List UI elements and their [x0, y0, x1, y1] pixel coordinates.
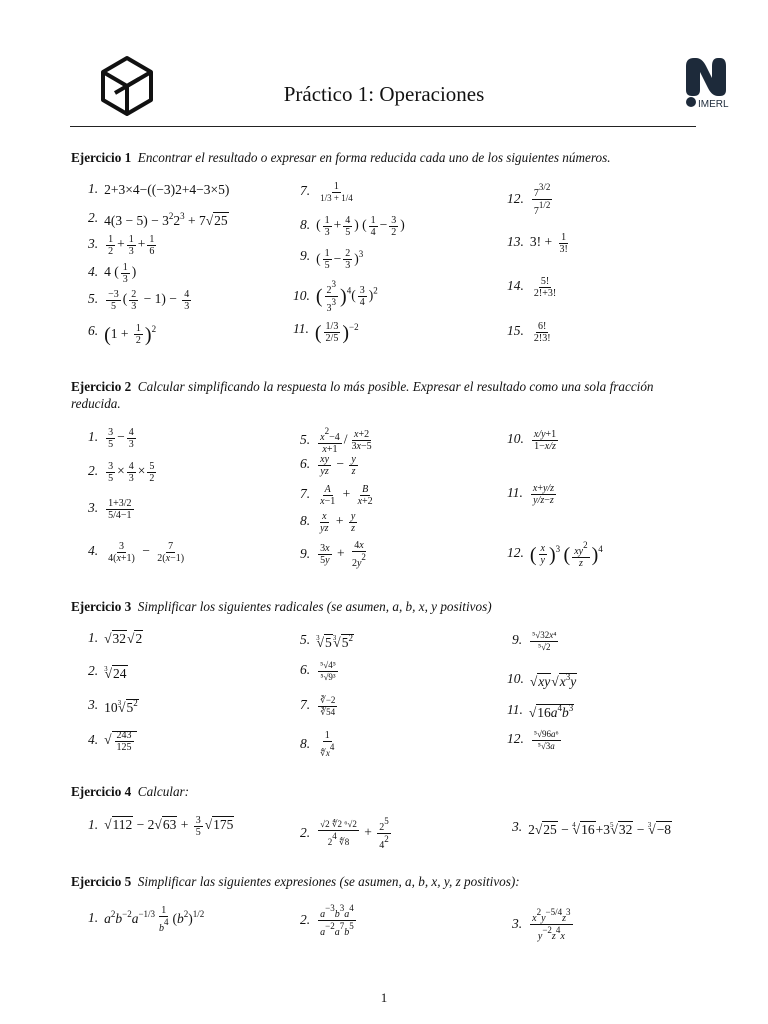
ex4-item-1: 1.√ 112 − 2√ 63 + $\frac{3}{5}$ √ 175 — [88, 814, 234, 836]
exercise-4-instruction: Calcular: — [137, 784, 190, 799]
exercise-5-instruction: Simplificar las siguientes expresiones (se asumen, a, b, x, y, z positivos): — [137, 874, 520, 889]
ex3-item-4: 4.√ $\frac{243}{125}$ — [88, 729, 137, 751]
ex2-item-2: 2. $\frac{3}{5}$ × $\frac{4}{3}$ × $\frac{5}{2}$ — [88, 460, 155, 484]
ex3-item-5: 5. $^3$√ $5^3√$ $5^2$ — [300, 627, 354, 649]
ex3-item-9: 9. $\frac{\text{⁵√32x⁴}}{\text{⁵√2}}$ — [512, 629, 557, 652]
ex2-item-8: 8. $\frac{x}{yz}$ + $\frac{y}{z}$ — [300, 510, 356, 534]
ex3-item-3: 3. $10^3√$ $5^2$ — [88, 692, 139, 714]
ex2-item-10: 10. $\frac{x/y+1}{1-x/z}$ — [507, 428, 557, 452]
exercise-3-label: Ejercicio 3 — [71, 599, 132, 614]
ex1-item-15: 15. $\frac{6!}{2!3!}$ — [507, 320, 551, 344]
ex5-item-3: 3. $\frac{x^2y^{-5/4}z^3}{y^{-2}z^4x}$ — [512, 907, 571, 942]
exercise-1-instruction: Encontrar el resultado o expresar en forma reducida cada uno de los siguientes números. — [137, 150, 611, 165]
ex2-item-1: 1. $\frac{3}{5}$ − $\frac{4}{3}$ — [88, 426, 134, 450]
ex1-item-9: 9. ( $\frac{1}{5}$ − $\frac{2}{3}$ )$^3$ — [300, 248, 364, 272]
ex1-item-10: 10. ( $\frac{2^3}{3^3}$ )$^4$( $\frac{3}{4}$ )$^2$ — [293, 279, 378, 314]
ex2-item-3: 3. $\frac{1+3/2}{5/4-1}$ — [88, 497, 132, 521]
exercise-2-heading — [71, 378, 701, 412]
page-number: 1 — [380, 990, 388, 1005]
exercise-1-heading — [71, 149, 701, 166]
ex1-item-4: 4. 4 ( $\frac{1}{3}$ ) — [88, 261, 137, 285]
header-rule — [70, 126, 696, 127]
ex1-item-13: 13. 3! + $\frac{1}{3!}$ — [507, 231, 568, 255]
ex1-item-2: 2. $4(3 - 5) - 3^22^3 + 7√$ 25 — [88, 205, 229, 227]
imerl-logo-icon — [682, 56, 732, 110]
ex2-item-4: 4. $\frac{3}{4(x+1)}$ − $\frac{7}{2(x-1)}$ — [88, 540, 185, 564]
ex2-item-5: 5. $\frac{x^2-4}{x+1}$ / $\frac{x+2}{3x-5}$ — [300, 426, 372, 455]
exercise-3-heading — [71, 598, 701, 615]
ex1-item-11: 11. ( $\frac{1/3}{2/5}$ )$^{-2}$ — [293, 321, 359, 345]
ex3-item-12: 12. $\frac{\text{⁵√96a⁶}}{\text{⁵√3a}}$ — [507, 728, 559, 751]
ex4-item-2: 2. $\frac{\text{√2 ∜2 ⁶√2}}{2^4 ∜8}$ + $\frac{2^5}{4^2}$ — [300, 816, 389, 851]
ex3-item-10: 10.√ xy√ $x^3y$ — [507, 666, 577, 688]
ex2-item-12: 12. ( $\frac{x}{y}$ )$^3$ ( $\frac{xy^2}{z}$ )$^4$ — [507, 540, 603, 570]
ex1-item-1: 1. 2+3×4−((−3)2+4−3×5) — [88, 181, 230, 197]
exercise-5-heading — [71, 873, 701, 890]
ex5-item-2: 2. $\frac{a^{-3}b^3a^4}{a^{-2}a^7b^5}$ — [300, 903, 354, 938]
ex1-item-14: 14. $\frac{5!}{2!+3!}$ — [507, 275, 557, 299]
ex1-item-5: 5. $\frac{-3}{5}$ ( $\frac{2}{3}$ − 1) − $\frac{4}{3}$ — [88, 288, 190, 312]
exercise-4-label: Ejercicio 4 — [71, 784, 132, 799]
ex2-item-6: 6. $\frac{xy}{yz}$ − $\frac{y}{z}$ — [300, 453, 356, 477]
ex3-item-7: 7. $\frac{∛-2}{∛54}$ — [300, 694, 336, 717]
ex5-item-1: 1. $a^2b^{-2}a^{-1/3}$ $\frac{1}{b^4}$ $(b^2)^{1/2}$ — [88, 905, 205, 935]
ex1-item-3: 3. $\frac{1}{2}$ + $\frac{1}{3}$ + $\frac{1}{6}$ — [88, 233, 155, 257]
ex3-item-1: 1.√ 32√ 2 — [88, 627, 143, 649]
exercise-2-label: Ejercicio 2 — [71, 379, 132, 394]
ex1-item-7: 7. $\frac{1}{1/3 + 1/4}$ — [300, 180, 353, 203]
ex1-item-12: 12. $\frac{7^{3/2}}{7^{1/2}}$ — [507, 182, 551, 217]
ex3-item-11: 11.√ $16a^4b^3$ — [507, 697, 574, 719]
ex3-item-6: 6. $\frac{\text{⁵√4⁵}}{\text{⁵√9³}}$ — [300, 659, 336, 682]
ex2-item-9: 9. $\frac{3x}{5y}$ + $\frac{4x}{2y^2}$ — [300, 540, 366, 569]
page-title: Práctico 1: Operaciones — [283, 82, 485, 106]
exercise-4-heading — [71, 783, 701, 800]
cube-logo-icon — [100, 55, 154, 117]
ex4-item-3: 3. 2√ 25 − $^4$√ $16+3^5√$ 32 − $^3$√ −8 — [512, 814, 672, 836]
ex2-item-7: 7. $\frac{A}{x-1}$ + $\frac{B}{x+2}$ — [300, 483, 373, 507]
ex2-item-11: 11. $\frac{x+y/z}{y/z-z}$ — [507, 482, 555, 506]
exercise-1-label: Ejercicio 1 — [71, 150, 132, 165]
svg-text:IMERL: IMERL — [698, 99, 729, 110]
ex1-item-6: 6. (1 + $\frac{1}{2}$ )$^2$ — [88, 323, 157, 347]
exercise-2-instruction: Calcular simplificando la respuesta lo más posible. Expresar el resultado como una sola fracción reducida. — [71, 379, 654, 411]
exercise-5-label: Ejercicio 5 — [71, 874, 132, 889]
ex3-item-8: 8. $\frac{1}{∜x^4}$ — [300, 730, 335, 758]
ex3-item-2: 2. $^3$√ 24 — [88, 658, 128, 680]
exercise-3-instruction: Simplificar los siguientes radicales (se asumen, a, b, x, y positivos) — [137, 599, 492, 614]
ex1-item-8: 8. ( $\frac{1}{3}$ + $\frac{4}{5}$ ) ( $\frac{1}{4}$ − $\frac{3}{2}$ ) — [300, 214, 405, 238]
